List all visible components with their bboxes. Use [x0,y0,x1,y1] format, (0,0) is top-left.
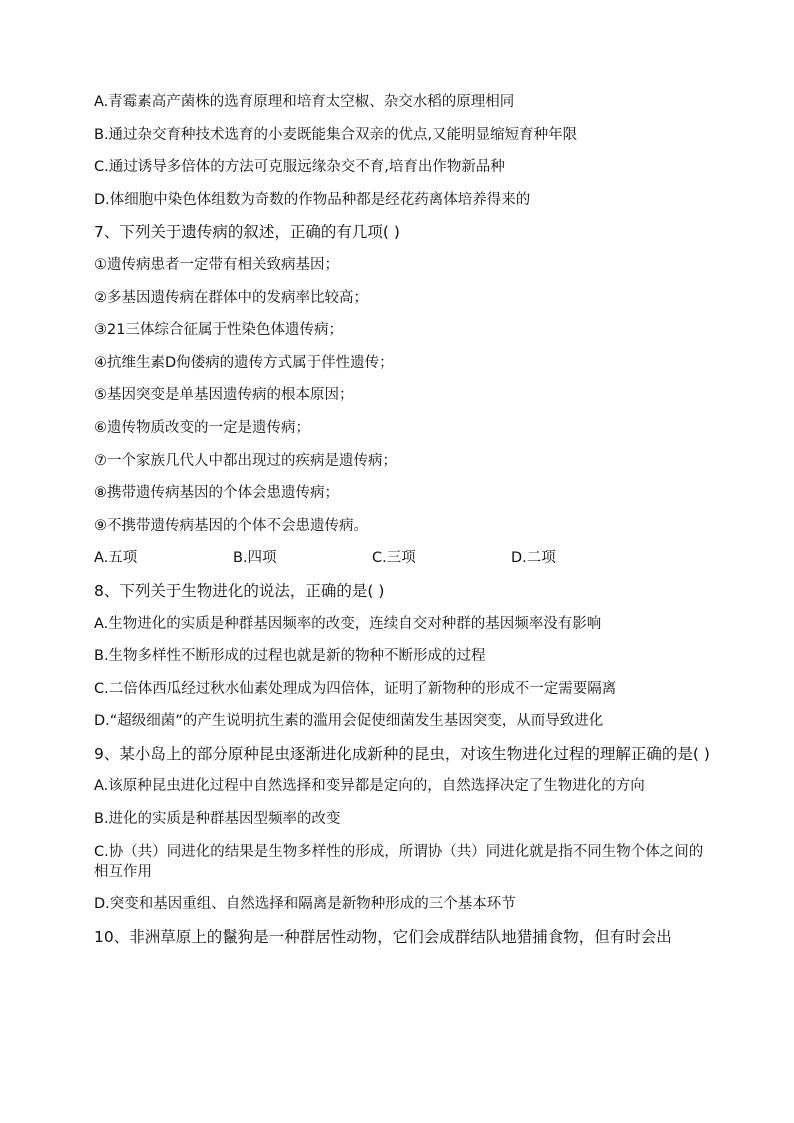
q9-option-c: C.协（共）同进化的结果是生物多样性的形成，所谓协（共）同进化就是指不同生物个体之间的相互作用 [94,843,704,880]
q10-stem: 10、非洲草原上的鬣狗是一种群居性动物，它们会成群结队地猎捕食物，但有时会出 [94,927,672,946]
q8-option-d: D.“超级细菌”的产生说明抗生素的滥用会促使细菌发生基因突变，从而导致进化 [94,713,604,730]
q7-item-7: ⑦一个家族几代人中都出现过的疾病是遗传病； [94,452,397,469]
q9-option-b: B.进化的实质是种群基因型频率的改变 [94,811,341,828]
q7-item-3: ③21三体综合征属于性染色体遗传病； [94,322,343,339]
q6-option-b: B.通过杂交育种技术选育的小麦既能集合双亲的优点,又能明显缩短育种年限 [94,126,578,143]
q7-stem: 7、下列关于遗传病的叙述，正确的有几项( ) [94,223,400,242]
q8-stem: 8、下列关于生物进化的说法，正确的是( ) [94,581,385,600]
q6-option-a: A.青霉素高产菌株的选育原理和培育太空椒、杂交水稻的原理相同 [94,94,515,110]
q7-option-b: B.四项 [233,550,277,567]
q6-option-d: D.体细胞中染色体组数为奇数的作物品种都是经花药离体培养得来的 [94,191,531,208]
q8-option-b: B.生物多样性不断形成的过程也就是新的物种不断形成的过程 [94,648,486,665]
q7-item-4: ④抗维生素D佝偻病的遗传方式属于伴性遗传； [94,354,394,371]
q7-item-1: ①遗传病患者一定带有相关致病基因； [94,256,339,273]
q7-option-d: D.二项 [511,550,556,567]
document-page [94,92,714,959]
q8-option-c: C.二倍体西瓜经过秋水仙素处理成为四倍体，证明了新物种的形成不一定需要隔离 [94,680,617,697]
q7-option-c: C.三项 [372,550,416,567]
q7-item-5: ⑤基因突变是单基因遗传病的根本原因； [94,387,354,404]
q7-item-8: ⑧携带遗传病基因的个体会患遗传病； [94,485,339,502]
q6-option-c: C.通过诱导多倍体的方法可克服远缘杂交不育,培育出作物新品种 [94,159,505,176]
q9-option-d: D.突变和基因重组、自然选择和隔离是新物种形成的三个基本环节 [94,896,516,913]
q7-options [94,548,714,568]
q7-item-2: ②多基因遗传病在群体中的发病率比较高； [94,289,368,306]
q7-option-a: A.五项 [94,550,138,567]
q7-item-9: ⑨不携带遗传病基因的个体不会患遗传病。 [94,517,368,534]
q9-option-a: A.该原种昆虫进化过程中自然选择和变异都是定向的，自然选择决定了生物进化的方向 [94,778,645,795]
q7-item-6: ⑥遗传物质改变的一定是遗传病； [94,419,310,436]
q8-option-a: A.生物进化的实质是种群基因频率的改变，连续自交对种群的基因频率没有影响 [94,615,602,632]
q9-stem: 9、某小岛上的部分原种昆虫逐渐进化成新种的昆虫，对该生物进化过程的理解正确的是( ) [94,744,710,763]
